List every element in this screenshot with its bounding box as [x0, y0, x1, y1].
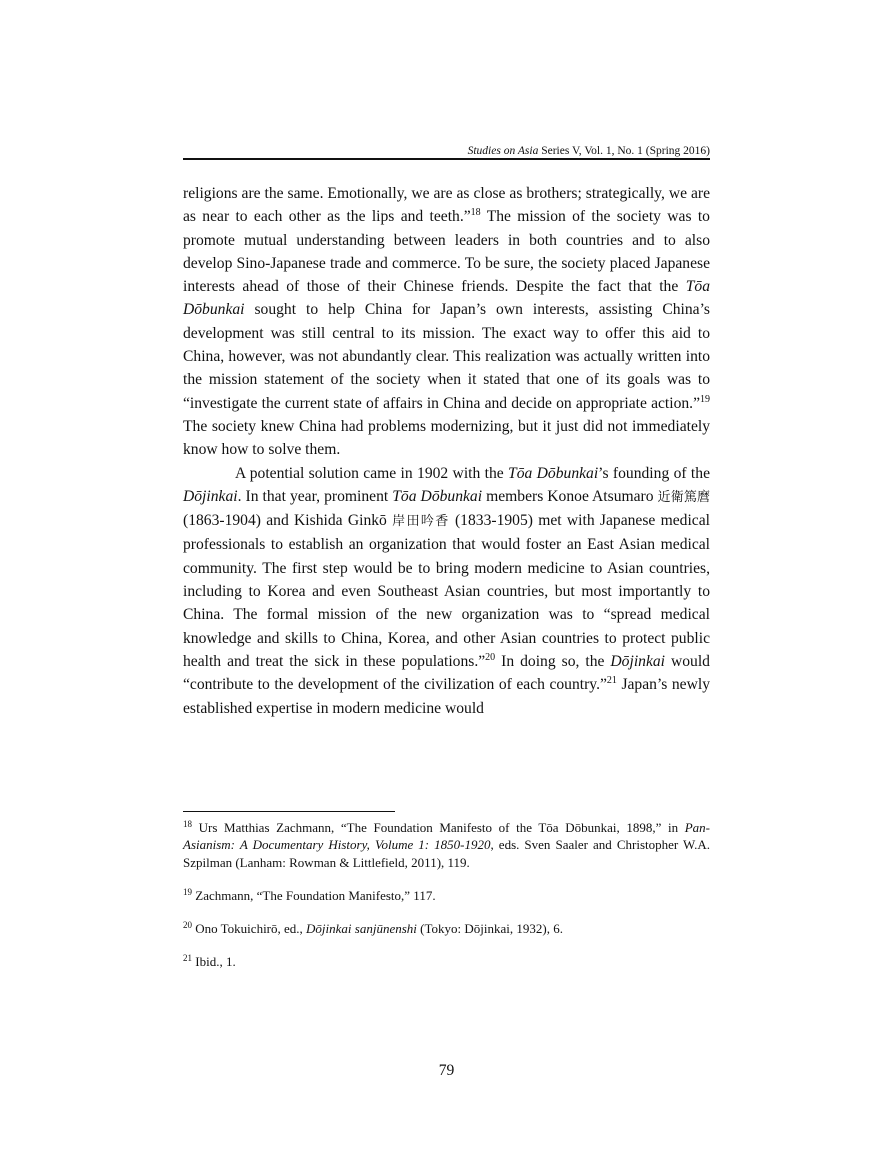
footnote-20 — [183, 920, 710, 937]
issue-info: Series V, Vol. 1, No. 1 (Spring 2016) — [541, 145, 710, 157]
text-run: Urs Matthias Zachmann, “The Foundation Manifesto of the Tōa Dōbunkai, 1898,” in — [192, 820, 685, 835]
footnote-ref-19[interactable]: 19 — [700, 393, 710, 405]
text-run: would “contribute to the development of the civilization of each country.” — [183, 652, 710, 694]
term-toa-dobunkai: Tōa Dōbunkai — [183, 278, 710, 319]
text-run: A potential solution came in 1902 with the — [235, 464, 509, 482]
text-run: The mission of the society was to promote mutual understanding between leaders in both countries and to also develop Sino-Japanese trade and commerce. To be sure, the society placed Japanese interests ahead of those of their Chinese friends. Despite the fact that the — [183, 208, 710, 296]
footnotes — [183, 819, 710, 987]
paragraph-2 — [183, 462, 710, 720]
footnote-18 — [183, 819, 710, 871]
footnote-ref-20[interactable]: 20 — [485, 651, 496, 663]
book-title: Pan-Asianism: A Documentary History, Volume 1: 1850-1920 — [183, 820, 710, 853]
paragraph-1 — [183, 182, 710, 462]
text-run: members Konoe Atsumaro — [482, 487, 658, 505]
text-run: . In that year, prominent — [237, 487, 393, 505]
text-run: (Tokyo: Dōjinkai, 1932), 6. — [416, 921, 563, 937]
footnote-19 — [183, 887, 710, 904]
header-rule — [183, 158, 710, 160]
footnote-21 — [183, 953, 710, 970]
text-run: sought to help China for Japan’s own interests, assisting China’s development was still central to its mission. The exact way to offer this aid to China, however, was not abundantly clear. This realization was actually written into the mission statement of the society when it stated that one of its goals was to “investigate the current state of affairs in China and decide on appropriate action.” — [183, 301, 710, 412]
journal-title: Studies on Asia — [467, 145, 539, 157]
kanji-konoe-atsumaro: 近衛篤麿 — [657, 489, 711, 505]
text-run: The society knew China had problems modernizing, but it just did not immediately know how to solve them. — [183, 417, 710, 459]
text-run: Ono Tokuichirō, ed., — [192, 921, 307, 937]
text-run: Ibid., 1. — [192, 954, 236, 970]
text-run: ’s founding of the — [598, 464, 710, 482]
footnote-number: 20 — [183, 920, 192, 931]
page-number: 79 — [438, 1062, 455, 1079]
text-run: , eds. Sven Saaler and Christopher W.A. Szpilman (Lanham: Rowman & Littlefield, 2011), 119. — [183, 837, 710, 870]
text-run: Zachmann, “The Foundation Manifesto,” 117. — [192, 887, 436, 903]
text-run: In doing so, the — [495, 652, 611, 670]
footnote-number: 18 — [183, 819, 192, 829]
footnote-rule — [183, 811, 395, 812]
term-toa-dobunkai: Tōa Dōbunkai — [392, 487, 483, 505]
footnote-ref-21[interactable]: 21 — [606, 675, 617, 687]
footnote-number: 19 — [183, 886, 192, 897]
text-run: (1863-1904) and Kishida Ginkō — [183, 512, 393, 530]
term-toa-dobunkai: Tōa Dōbunkai — [508, 464, 599, 482]
kanji-kishida-ginko: 岸田吟香 — [392, 514, 450, 530]
footnote-number: 21 — [183, 953, 192, 964]
footnote-ref-18[interactable]: 18 — [470, 207, 481, 219]
term-dojinkai: Dōjinkai — [610, 652, 665, 670]
term-dojinkai: Dōjinkai — [183, 487, 238, 505]
book-title: Dōjinkai sanjūnenshi — [306, 921, 417, 937]
body-text — [183, 182, 710, 720]
text-run: religions are the same. Emotionally, we are as close as brothers; strategically, we are as near to each other as the lips and teeth.” — [183, 185, 710, 226]
text-run: Japan’s newly established expertise in modern medicine would — [183, 676, 710, 717]
text-run: (1833-1905) met with Japanese medical professionals to establish an organization that would foster an East Asian medical community. The first step would be to bring modern medicine to Asian countries, including to Korea and even Southeast Asian countries, but most importantly to China. The formal mission of the new organization was to “spread medical knowledge and skills to China, Korea, and other Asian countries to protect public health and treat the sick in these populations.” — [183, 512, 710, 670]
